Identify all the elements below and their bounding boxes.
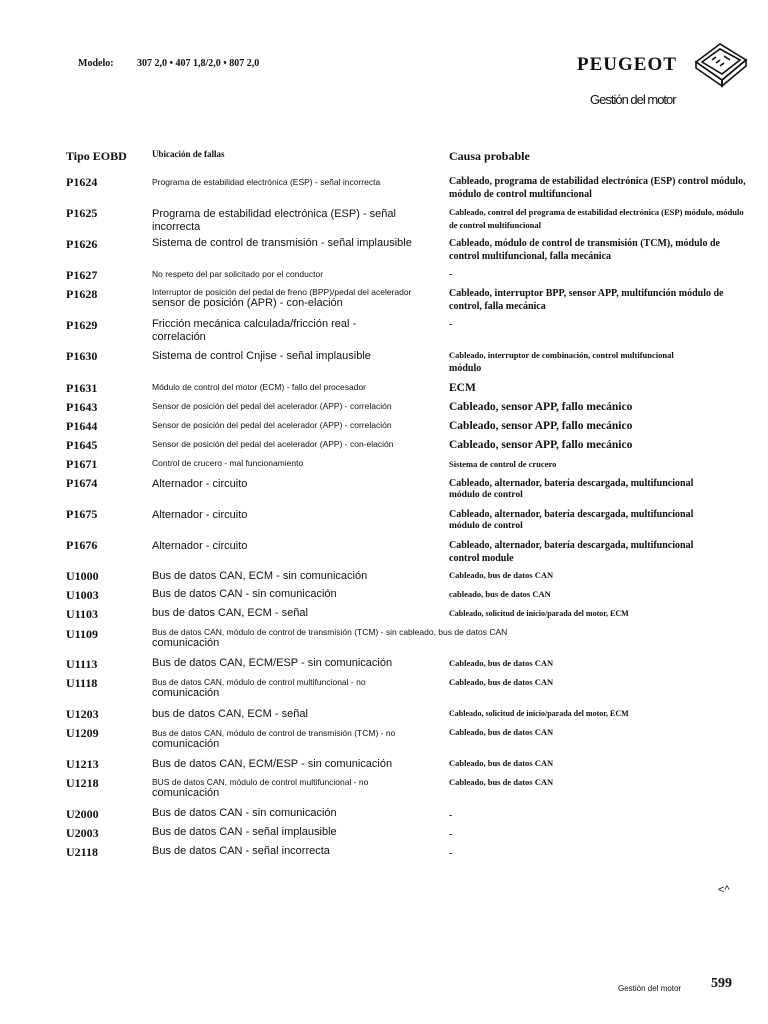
fault-cause: Cableado, sensor APP, fallo mecánico [449, 439, 633, 451]
fault-location: Bus de datos CAN, ECM/ESP - sin comunicación [152, 758, 393, 770]
fault-location: Alternador - circuito [152, 478, 248, 490]
model-label: Modelo: [78, 58, 114, 69]
fault-code: P1625 [66, 206, 98, 220]
fault-code: P1627 [66, 268, 98, 282]
column-header-code: Tipo EOBD [66, 149, 127, 163]
fault-location: Bus de datos CAN - sin comunicación [152, 807, 337, 819]
brand-name: PEUGEOT [577, 54, 677, 75]
fault-location [152, 287, 447, 309]
fault-code: P1671 [66, 457, 98, 471]
fault-cause: - [449, 269, 453, 280]
fault-location: Fricción mecánica calculada/fricción real - correlación [152, 318, 357, 343]
fault-cause-line2: control module [449, 553, 514, 564]
fault-cause-line1: Cableado, alternador, batería descargada, multifuncional [449, 540, 694, 551]
fault-location-line2: sensor de posición (APR) - con-elación [152, 297, 343, 309]
fault-location [152, 677, 447, 699]
fault-location-line1: BUS de datos CAN, módulo de control multifuncional - no [152, 777, 369, 787]
fault-location: Sensor de posición del pedal del acelerador (APP) - correlación [152, 420, 392, 430]
fault-code: U1203 [66, 707, 99, 721]
fault-location [152, 777, 447, 799]
fault-location: Sensor de posición del pedal del acelerador (APP) - con-elación [152, 439, 394, 449]
fault-code: U1103 [66, 607, 99, 621]
fault-code: P1676 [66, 538, 98, 552]
fault-cause: Sistema de control de crucero [449, 459, 557, 469]
fault-cause: Cableado, sensor APP, fallo mecánico [449, 401, 633, 413]
fault-cause: Cableado, sensor APP, fallo mecánico [449, 420, 633, 432]
fault-code: P1674 [66, 476, 98, 490]
fault-location: Programa de estabilidad electrónica (ESP) - señal incorrecta [152, 208, 396, 233]
fault-cause: Cableado, solicitud de inicio/parada del motor, ECM [449, 709, 629, 718]
model-value: 307 2,0 • 407 1,8/2,0 • 807 2,0 [137, 58, 260, 69]
fault-cause: ECM [449, 382, 476, 394]
fault-code: U1113 [66, 657, 98, 671]
fault-cause: Cableado, solicitud de inicio/parada del motor, ECM [449, 609, 629, 618]
fault-cause-line2: módulo [449, 363, 482, 374]
fault-code: P1630 [66, 349, 98, 363]
fault-location: Bus de datos CAN - señal incorrecta [152, 845, 330, 857]
fault-code: P1645 [66, 438, 98, 452]
fault-code: P1628 [66, 287, 98, 301]
fault-code: P1624 [66, 175, 98, 189]
fault-cause [449, 539, 749, 565]
fault-location: Bus de datos CAN, ECM/ESP - sin comunicación [152, 657, 393, 669]
fault-code: U1218 [66, 776, 99, 790]
fault-cause [449, 508, 749, 532]
fault-location-line2: comunicación [152, 687, 220, 699]
fault-code: U2000 [66, 807, 99, 821]
fault-cause [449, 349, 749, 375]
fault-location: No respeto del par solicitado por el conductor [152, 269, 324, 279]
ecu-module-icon [690, 40, 750, 88]
fault-code: U1213 [66, 757, 99, 771]
fault-location [152, 627, 572, 649]
fault-code: U1000 [66, 569, 99, 583]
fault-location: Alternador - circuito [152, 509, 248, 521]
fault-cause: Cableado, bus de datos CAN [449, 658, 554, 668]
fault-code: P1629 [66, 318, 98, 332]
fault-cause-line1: Cableado, alternador, batería descargada, multifuncional [449, 509, 694, 520]
fault-code: U2003 [66, 826, 99, 840]
fault-location-line2: comunicación [152, 787, 220, 799]
fault-cause: - [449, 810, 453, 821]
fault-location-line1: Interruptor de posición del pedal de freno (BPP)/pedal del acelerador [152, 287, 412, 297]
fault-location: Bus de datos CAN, ECM - sin comunicación [152, 570, 368, 582]
fault-location: bus de datos CAN, ECM - señal [152, 708, 308, 720]
fault-cause-line1: Cableado, alternador, batería descargada, multifuncional [449, 478, 694, 489]
fault-cause: Cableado, bus de datos CAN [449, 677, 554, 687]
fault-location: Bus de datos CAN - sin comunicación [152, 588, 337, 600]
fault-location: Programa de estabilidad electrónica (ESP) - señal incorrecta [152, 177, 381, 187]
footer-section-title: Gestión del motor [618, 984, 682, 993]
fault-location-line1: Bus de datos CAN, módulo de control de transmisión (TCM) - sin cableado, bus de datos CAN [152, 627, 508, 637]
fault-location: Módulo de control del motor (ECM) - fallo del procesador [152, 382, 367, 392]
margin-mark: <^ [718, 884, 730, 896]
fault-cause: - [449, 829, 453, 840]
fault-location-line1: Bus de datos CAN, módulo de control multifuncional - no [152, 677, 366, 687]
fault-cause: Cableado, interruptor BPP, sensor APP, multifunción módulo de control, falla mecánica [449, 288, 724, 312]
fault-cause: Cableado, bus de datos CAN [449, 777, 554, 787]
fault-cause: - [449, 848, 453, 859]
fault-code: U1109 [66, 627, 99, 641]
fault-location: Sistema de control Cnjise - señal implausible [152, 350, 371, 362]
fault-code: P1643 [66, 400, 98, 414]
fault-cause: Cableado, bus de datos CAN [449, 570, 554, 580]
fault-location [152, 728, 447, 750]
fault-cause: Cableado, control del programa de estabilidad electrónica (ESP) módulo, módulo de control multifuncional [449, 207, 744, 230]
fault-location-line1: Bus de datos CAN, módulo de control de transmisión (TCM) - no [152, 728, 396, 738]
fault-code: P1644 [66, 419, 98, 433]
fault-location-line2: comunicación [152, 738, 220, 750]
fault-code: U2118 [66, 845, 99, 859]
fault-code: P1626 [66, 237, 98, 251]
fault-location: Bus de datos CAN - señal implausible [152, 826, 337, 838]
column-header-cause: Causa probable [449, 149, 530, 163]
fault-cause: cableado, bus de datos CAN [449, 589, 551, 599]
fault-location: bus de datos CAN, ECM - señal [152, 607, 308, 619]
fault-cause [449, 477, 749, 501]
fault-cause: Cableado, bus de datos CAN [449, 727, 554, 737]
fault-cause: Cableado, bus de datos CAN [449, 758, 554, 768]
fault-code: U1003 [66, 588, 99, 602]
fault-cause: Cableado, módulo de control de transmisión (TCM), módulo de control multifuncional, falla mecánica [449, 238, 720, 262]
section-subtitle: Gestión del motor [590, 92, 676, 107]
fault-cause: Cableado, programa de estabilidad electrónica (ESP) control módulo, módulo de control multifuncional [449, 176, 746, 200]
fault-location: Alternador - circuito [152, 540, 248, 552]
fault-code: P1631 [66, 381, 98, 395]
fault-cause-line1: Cableado, interruptor de combinación, control multifuncional [449, 350, 674, 360]
fault-location: Sistema de control de transmisión - señal implausible [152, 237, 412, 249]
fault-code: U1118 [66, 676, 98, 690]
page-number: 599 [711, 976, 732, 991]
fault-cause-line2: módulo de control [449, 521, 523, 531]
fault-code: P1675 [66, 507, 98, 521]
fault-location: Sensor de posición del pedal del acelerador (APP) - correlación [152, 401, 392, 411]
fault-location-line2: comunicación [152, 637, 220, 649]
column-header-location: Ubicación de fallas [152, 149, 225, 159]
fault-code: U1209 [66, 726, 99, 740]
fault-cause: - [449, 319, 453, 330]
fault-location: Control de crucero - mal funcionamiento [152, 458, 304, 468]
fault-cause-line2: módulo de control [449, 490, 523, 500]
